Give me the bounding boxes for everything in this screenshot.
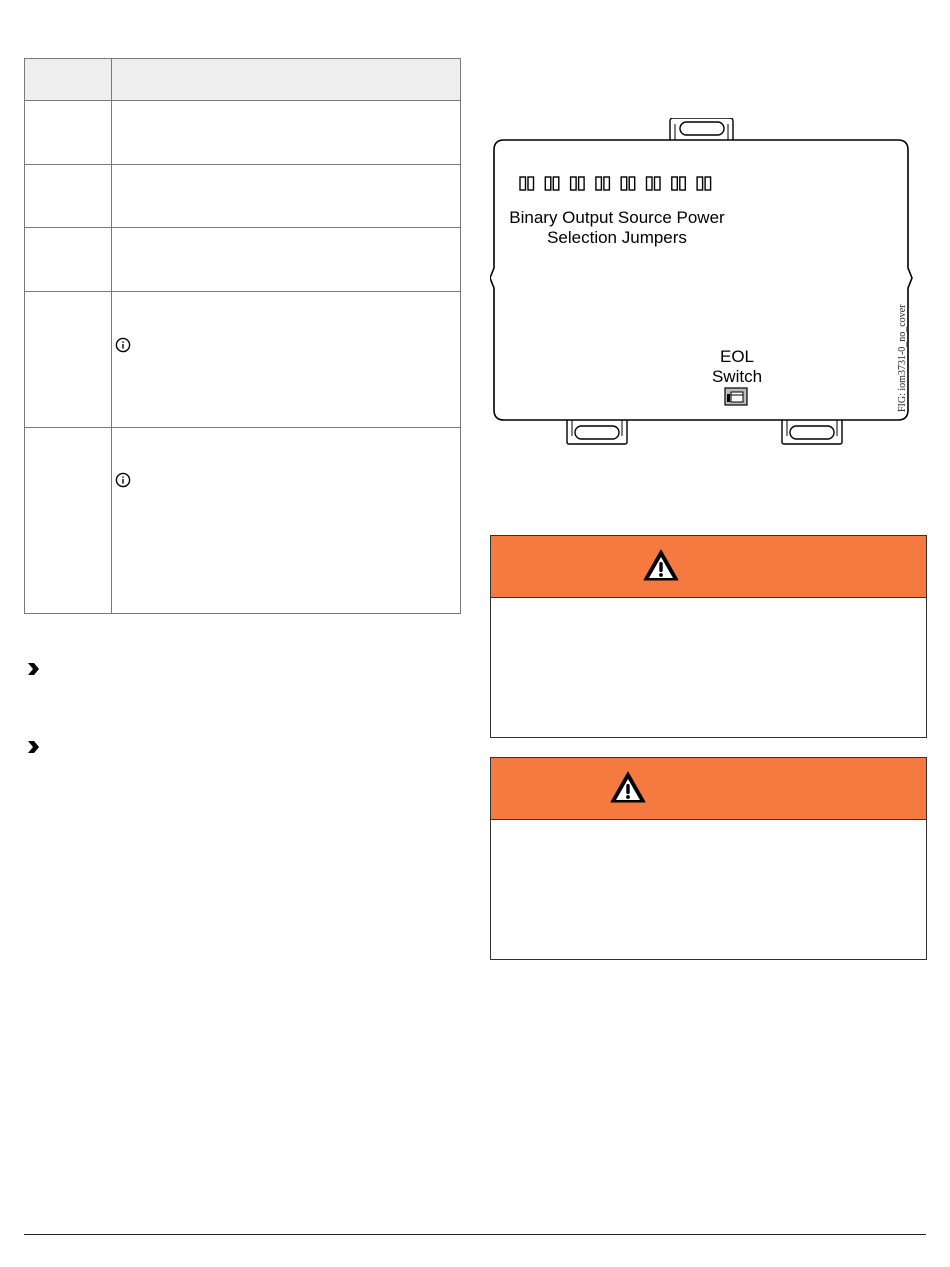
figure-id: FIG: iom3731-0_no_cover (897, 304, 908, 412)
table-cell (112, 228, 461, 292)
table-cell (112, 292, 461, 428)
warning-header (491, 758, 926, 820)
mounting-tab-bottom-left (567, 420, 627, 444)
table-row (25, 165, 461, 228)
eol-switch (725, 388, 747, 405)
eol-label-line1: EOL (719, 347, 755, 366)
table-cell (25, 428, 112, 614)
table-row (25, 228, 461, 292)
table-cell (25, 292, 112, 428)
table-row (25, 101, 461, 165)
warning-box (490, 757, 927, 960)
info-circle-icon (115, 472, 131, 488)
controller-board-figure (490, 118, 930, 450)
mounting-tab-bottom-right (782, 420, 842, 444)
chevron-right-icon (26, 662, 40, 676)
table-header-cell (25, 59, 112, 101)
chevron-right-icon (26, 740, 40, 754)
jumper-label-line2: Selection Jumpers (547, 228, 687, 247)
warning-header (491, 536, 926, 598)
warning-triangle-icon (610, 771, 646, 803)
table-header-cell (112, 59, 461, 101)
table-cell (25, 165, 112, 228)
warning-box (490, 535, 927, 738)
jumper-label-line1: Binary Output Source Power (509, 208, 725, 227)
table-row (25, 428, 461, 614)
table-cell (25, 101, 112, 165)
eol-label-line2: Switch (711, 367, 763, 386)
table-header-row (25, 59, 461, 101)
warning-triangle-icon (643, 549, 679, 581)
table-cell (112, 428, 461, 614)
table-cell (112, 165, 461, 228)
footer-divider (24, 1234, 926, 1235)
info-circle-icon (115, 337, 131, 353)
table-row (25, 292, 461, 428)
table-cell (25, 228, 112, 292)
mounting-tab-top (670, 118, 733, 140)
table-cell (112, 101, 461, 165)
parameter-table (24, 58, 461, 614)
